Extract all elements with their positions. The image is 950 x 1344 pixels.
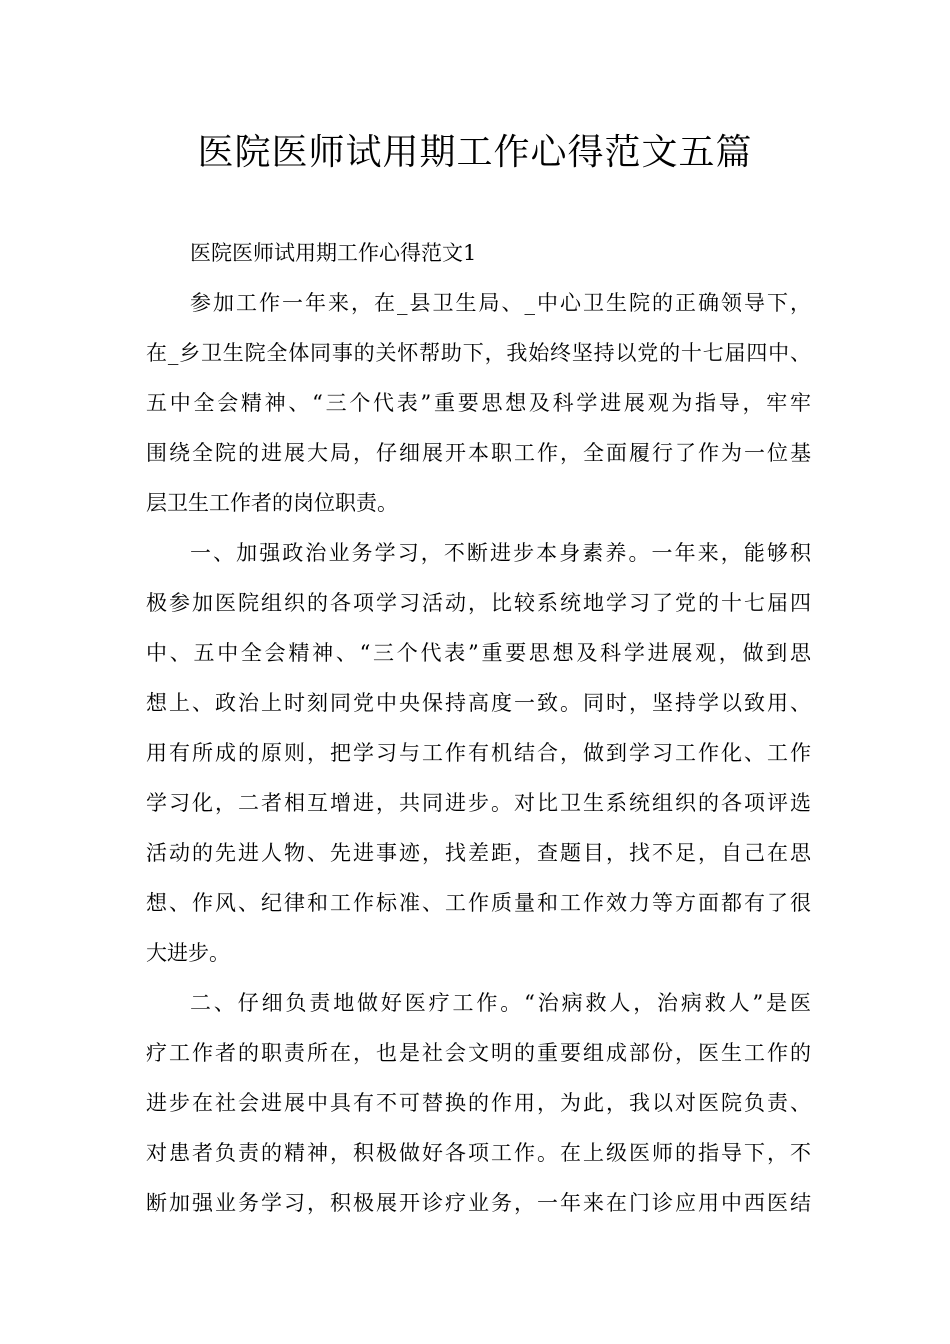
paragraph-line: 想、作风、纪律和工作标准、工作质量和工作效力等方面都有了很 [146, 891, 811, 915]
paragraph-line: 层卫生工作者的岗位职责。 [146, 491, 398, 515]
paragraph-line: 学习化，二者相互增进，共同进步。对比卫生系统组织的各项评选 [146, 791, 811, 815]
paragraph-line: 一、加强政治业务学习，不断进步本身素养。一年来，能够积 [190, 541, 811, 565]
document-title: 医院医师试用期工作心得范文五篇 [197, 132, 753, 173]
paragraph-line: 五中全会精神、“三个代表”重要思想及科学进展观为指导，牢牢 [146, 391, 811, 415]
paragraph-line: 二、仔细负责地做好医疗工作。“治病救人，治病救人”是医 [190, 991, 811, 1015]
paragraph-line: 进步在社会进展中具有不可替换的作用，为此，我以对医院负责、 [146, 1091, 811, 1115]
paragraph-line: 用有所成的原则，把学习与工作有机结合，做到学习工作化、工作 [146, 741, 811, 765]
paragraph-line: 活动的先进人物、先进事迹，找差距，查题目，找不足，自己在思 [146, 841, 811, 865]
document-body [146, 228, 811, 1228]
paragraph-line: 断加强业务学习，积极展开诊疗业务，一年来在门诊应用中西医结 [146, 1191, 811, 1215]
paragraph-line: 参加工作一年来，在_县卫生局、_中心卫生院的正确领导下， [190, 291, 811, 315]
paragraph-line: 疗工作者的职责所在，也是社会文明的重要组成部份，医生工作的 [146, 1041, 811, 1065]
paragraph-line: 对患者负责的精神，积极做好各项工作。在上级医师的指导下，不 [146, 1141, 811, 1165]
paragraph-line: 极参加医院组织的各项学习活动，比较系统地学习了党的十七届四 [146, 591, 811, 615]
paragraph-line: 在_乡卫生院全体同事的关怀帮助下，我始终坚持以党的十七届四中、 [146, 341, 811, 365]
paragraph-line: 中、五中全会精神、“三个代表”重要思想及科学进展观，做到思 [146, 641, 811, 665]
paragraph-line: 围绕全院的进展大局，仔细展开本职工作，全面履行了作为一位基 [146, 441, 811, 465]
paragraph-line: 想上、政治上时刻同党中央保持高度一致。同时，坚持学以致用、 [146, 691, 811, 715]
section-heading: 医院医师试用期工作心得范文1 [190, 241, 477, 265]
paragraph-line: 大进步。 [146, 941, 230, 965]
